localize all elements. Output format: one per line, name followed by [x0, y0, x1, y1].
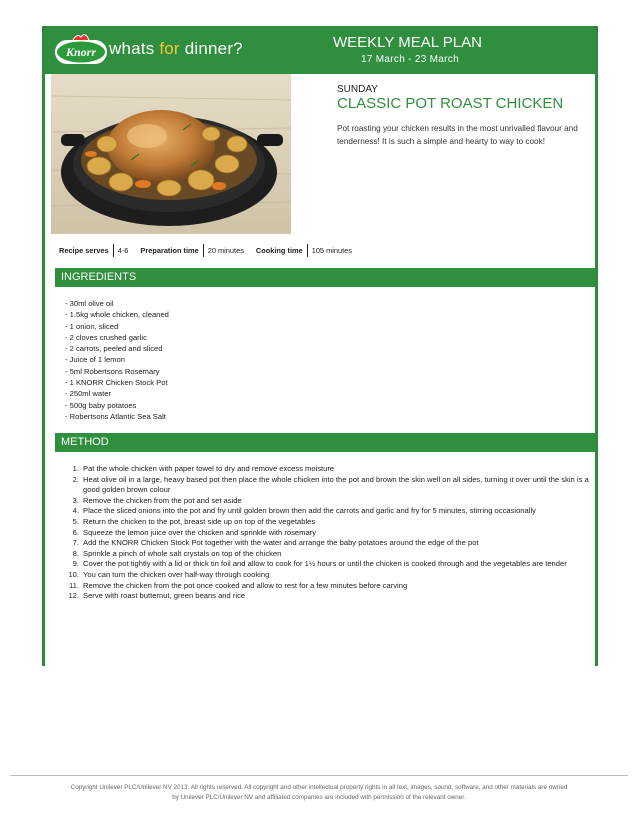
ingredients-list — [65, 298, 169, 422]
meta-divider — [203, 244, 204, 257]
plan-dates: 17 March - 23 March — [361, 54, 459, 65]
method-step: 7. Add the KNORR Chicken Stock Pot together with the water and arrange the baby potatoes around the edge of the pot — [72, 538, 479, 548]
meta-divider — [113, 244, 114, 257]
list-item: - 2 cloves crushed garlic — [65, 332, 147, 342]
method-step: 4. Place the sliced onions into the pot and fry until golden brown then add the carrots and garlic and fry for 5 minutes, stirring occasionally — [72, 506, 536, 516]
footer-line-1: Copyright Unilever PLC/Unilever NV 2013. All rights reserved. All copyright and other intellectual property rights in all text, images, sound, software, and other materials are owned — [70, 784, 568, 791]
list-item: - 250ml water — [65, 389, 112, 399]
method-list — [59, 464, 595, 602]
cook-label: Cooking time — [255, 246, 303, 255]
list-item: - 500g baby potatoes — [65, 400, 137, 410]
footer-divider — [10, 775, 628, 776]
method-step: 3. Remove the chicken from the pot and set aside — [72, 495, 242, 505]
copyright-footer — [0, 783, 638, 802]
method-step: 12. Serve with roast butternut, green beans and rice — [68, 591, 246, 601]
list-item: - Juice of 1 lemon — [65, 355, 125, 365]
meta-divider — [307, 244, 308, 257]
cook-value: 105 minutes — [311, 246, 352, 255]
logo-text: Knorr — [65, 45, 97, 59]
method-step: 5. Return the chicken to the pot, breast side up on top of the vegetables — [72, 516, 316, 526]
list-item: - 1 KNORR Chicken Stock Pot — [65, 378, 168, 388]
list-item: - 1 onion, sliced — [65, 321, 119, 331]
method-step: 11. Remove the chicken from the pot once cooked and allow to rest for a few minutes before carving — [69, 580, 408, 590]
method-step: 6. Squeeze the lemon juice over the chicken and sprinkle with rosemary — [72, 527, 316, 537]
method-step: 2. Heat olive oil in a large, heavy based pot then place the whole chicken into the pot and brown the skin well on all sides, turning it over until the skin is a good golden brown colour — [72, 474, 589, 495]
header-bar — [45, 26, 595, 74]
method-step: 8. Sprinkle a pinch of whole salt crystals on top of the chicken — [72, 548, 282, 558]
list-item: - 5ml Robertsons Rosemary — [65, 366, 160, 376]
serves-value: 4-6 — [117, 246, 129, 255]
plan-title: WEEKLY MEAL PLAN — [333, 34, 482, 51]
method-heading: METHOD — [55, 433, 595, 452]
ingredients-heading: INGREDIENTS — [55, 268, 595, 287]
method-step: 1. Pat the whole chicken with paper towel to dry and remove excess moisture — [72, 464, 335, 473]
recipe-meta — [59, 244, 352, 257]
serves-label: Recipe serves — [59, 246, 109, 255]
brand-tagline: whats for dinner? — [109, 39, 243, 58]
method-step: 9. Cover the pot tightly with a lid or thick tin foil and allow to cook for 1½ hours or until the chicken is cooked through and the vegetables are tender — [72, 559, 567, 569]
prep-label: Preparation time — [140, 246, 199, 255]
prep-value: 20 minutes — [207, 246, 244, 255]
recipe-day: SUNDAY — [337, 84, 378, 95]
meal-plan-card — [42, 26, 598, 666]
roast-chicken-photo — [51, 74, 291, 234]
list-item: - 2 carrots, peeled and sliced — [65, 344, 163, 354]
list-item: - 1.5kg whole chicken, cleaned — [65, 310, 169, 320]
footer-line-2: by Unilever PLC/Unilever NV and affiliated companies are included with permission of the relevant owner. — [172, 793, 466, 801]
list-item: - Robertsons Atlantic Sea Salt — [65, 411, 166, 421]
method-step: 10. You can turn the chicken over half-way through cooking — [68, 569, 270, 579]
list-item: - 30ml olive oil — [65, 299, 114, 308]
recipe-description: Pot roasting your chicken results in the most unrivalled flavour and tenderness! It is such a simple and hearty to way to cook! — [337, 124, 578, 146]
recipe-title: CLASSIC POT ROAST CHICKEN — [337, 95, 564, 112]
knorr-logo — [55, 31, 107, 69]
